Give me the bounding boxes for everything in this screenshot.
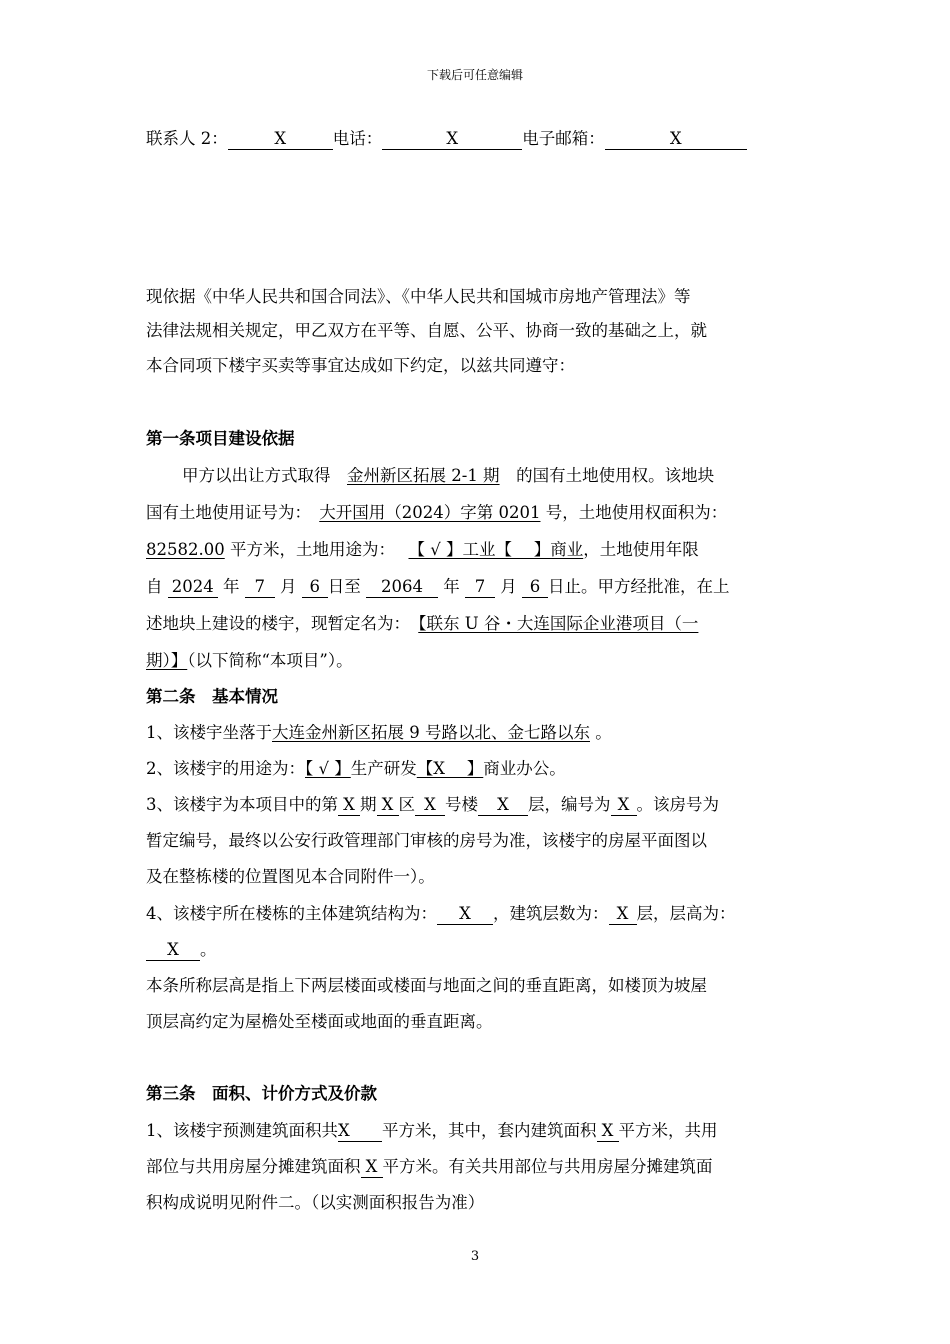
art2-item-4 [146,903,736,925]
art3-line-3: 积构成说明见附件二。（以实测面积报告为准） [146,1193,485,1212]
text: 3、该楼宇为本项目中的第 [146,795,338,814]
start-month: 7 [245,577,275,598]
art2-item-3-line-2: 暂定编号，最终以公安行政管理部门审核的房号为准，该楼宇的房屋平面图以 [146,831,707,850]
intro-line-3: 本合同项下楼宇买卖等事宜达成如下约定，以兹共同遵守： [146,356,575,375]
contact-line [146,128,747,150]
text: 甲方以出让方式取得 [182,466,331,485]
text: 年 [223,577,240,596]
text: 层，层高为： [636,904,736,923]
land-use: 【 √ 】工业【 】商业 [408,540,584,559]
contact-name-field: X [228,129,333,150]
total-area-field: X [338,1121,382,1142]
land-cert-number: 大开国用（2024）字第 0201 [319,503,541,522]
page-number: 3 [470,1249,480,1264]
text: 4、该楼宇所在楼栋的主体建筑结构为： [146,904,437,923]
text: 日至 [327,577,361,596]
page-header: 下载后可任意编辑 [426,68,523,82]
building-name: 【联东 U 谷・大连国际企业港项目（一 [418,614,699,633]
art3-line-1 [146,1120,718,1142]
art2-item-2 [146,758,566,780]
art1-line-5 [146,613,698,635]
inner-area-field: X [597,1121,619,1142]
text: 部位与共用房屋分摊建筑面积 [146,1157,361,1176]
shared-area-field: X [361,1157,383,1178]
building-name-cont: 期）】 [146,651,188,670]
end-day: 6 [522,577,548,598]
art1-line-1 [182,465,714,487]
text: 平方米。有关共用部位与共用房屋分摊建筑面 [382,1157,713,1176]
text: 期 [360,795,377,814]
text: 平方米，土地用途为： [229,540,387,559]
text: 。该房号为 [636,795,719,814]
text: （以下简称“本项目”）。 [187,651,353,670]
art2-item-3 [146,794,719,816]
article-3-title: 第三条 面积、计价方式及价款 [146,1084,377,1103]
text: 。 [595,723,612,742]
text: 生产研发 [350,759,417,778]
text: 。 [200,940,217,959]
art2-item-3-line-3: 及在整栋楼的位置图见本合同附件一）。 [146,867,435,886]
art1-line-2 [146,502,727,524]
intro-line-2: 法律法规相关规定，甲乙双方在平等、自愿、公平、协商一致的基础之上，就 [146,321,707,340]
unit-number-field: X [611,795,637,816]
start-day: 6 [302,577,328,598]
phone-label: 电话： [332,129,383,148]
end-month: 7 [465,577,495,598]
phone-field: X [382,129,522,150]
article-1-title: 第一条项目建设依据 [146,429,295,448]
text: 平方米，其中，套内建筑面积 [382,1121,597,1140]
text: 年 [443,577,460,596]
text: 月 [500,577,517,596]
text: 述地块上建设的楼宇，现暂定名为： [146,614,402,633]
land-area: 82582.00 [146,540,225,559]
project-name: 金州新区拓展 2-1 期 [347,466,500,485]
text: 的国有土地使用权。该地块 [516,466,715,485]
text: ，建筑层数为： [493,904,609,923]
phase-field: X [338,795,360,816]
height-field: X [146,940,200,961]
text: 号楼 [445,795,478,814]
art1-line-3 [146,539,699,561]
intro-line-1: 现依据《中华人民共和国合同法》、《中华人民共和国城市房地产管理法》等 [146,287,691,306]
text: 2、该楼宇的用途为： [146,759,305,778]
text: 自 [146,577,163,596]
art3-line-2 [146,1156,713,1178]
art1-line-6 [146,650,353,672]
usage-option-2: 【X 】 [416,759,484,778]
floor-field: X [478,795,528,816]
zone-field: X [377,795,399,816]
text: 商业办公。 [483,759,566,778]
art2-item-4-line-2 [146,939,217,961]
text: ，土地使用年限 [583,540,699,559]
email-field: X [605,129,747,150]
art2-note-line-2: 顶层高约定为屋檐处至楼面或地面的垂直距离。 [146,1012,493,1031]
start-year: 2024 [168,577,218,598]
text: 层，编号为 [528,795,611,814]
text: 日止。甲方经批准，在上 [548,577,730,596]
end-year: 2064 [366,577,438,598]
art1-line-4 [146,576,730,598]
usage-option-1: 【 √ 】 [305,759,351,778]
text: 平方米，共用 [618,1121,718,1140]
text: 1、该楼宇预测建筑面积共 [146,1121,338,1140]
structure-field: X [437,904,493,925]
building-field: X [415,795,445,816]
text: 区 [398,795,415,814]
text: 1、该楼宇坐落于 [146,723,272,742]
location: 大连金州新区拓展 9 号路以北、金七路以东 [272,723,590,742]
art2-note-line-1: 本条所称层高是指上下两层楼面或楼面与地面之间的垂直距离，如楼顶为坡屋 [146,976,707,995]
contact-label: 联系人 2： [146,129,228,148]
text: 国有土地使用证号为： [146,503,303,522]
floors-field: X [609,904,637,925]
art2-item-1 [146,722,612,744]
text: 号，土地使用权面积为： [545,503,728,522]
text: 月 [280,577,297,596]
email-label: 电子邮箱： [522,129,605,148]
article-2-title: 第二条 基本情况 [146,687,278,706]
